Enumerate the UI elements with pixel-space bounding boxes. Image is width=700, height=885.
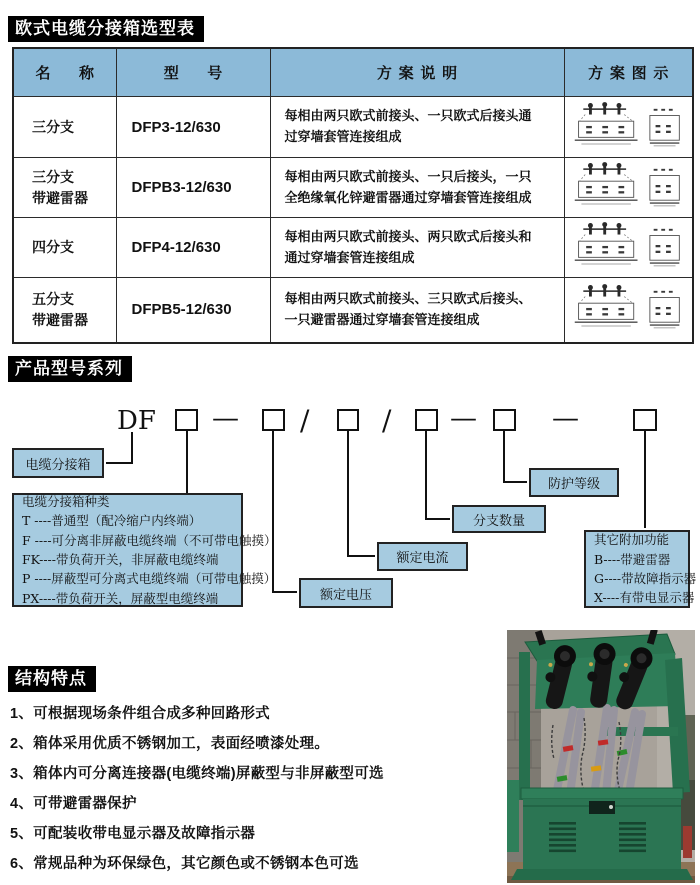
- table-row: [13, 158, 693, 218]
- col-header-name: 名 称: [13, 48, 116, 97]
- feature-item: 6、常规品种为环保绿色，其它颜色或不锈钢本色可选: [10, 856, 359, 872]
- cabinet-lower-box: [511, 788, 693, 880]
- feature-item: 2、箱体采用优质不锈钢加工，表面经喷漆处理。: [10, 736, 330, 752]
- product-description: 每相由两只欧式前接头、三只欧式后接头、一只避雷器通过穿墙套管连接组成: [270, 278, 564, 343]
- separator-dash: —: [212, 403, 239, 434]
- scheme-diagram: [564, 97, 693, 158]
- type-list-title: 电缆分接箱种类: [22, 493, 110, 509]
- table-row: [13, 218, 693, 278]
- scheme-diagram-thumbnail: [570, 100, 686, 150]
- extra-item: G----带故障指示器: [594, 571, 697, 586]
- product-description: 每相由两只欧式前接头、一只欧式后接头通过穿墙套管连接组成: [270, 97, 564, 158]
- scheme-diagram: [564, 278, 693, 343]
- separator-dash: —: [552, 403, 579, 434]
- table-header-row: [13, 48, 693, 97]
- product-model: DFP3-12/630: [116, 97, 270, 158]
- code-box-5: [494, 410, 515, 430]
- scheme-diagram-thumbnail: [570, 220, 686, 270]
- features-list: [10, 699, 510, 879]
- scheme-diagram: [564, 218, 693, 278]
- selection-table-title: 欧式电缆分接箱选型表: [8, 16, 204, 42]
- extra-title: 其它附加功能: [594, 532, 670, 548]
- table-row: [13, 278, 693, 343]
- separator-slash: /: [300, 404, 310, 437]
- features-title: 结构特点: [8, 666, 96, 692]
- connector-line: [273, 430, 297, 592]
- label-extra-functions: [584, 530, 697, 608]
- label-rated-voltage: 额定电压: [299, 578, 393, 608]
- connector-line: [348, 430, 375, 556]
- extra-item: X----有带电显示器: [594, 590, 695, 606]
- product-name: 四分支: [13, 218, 116, 278]
- type-list-item: F ----可分离非屏蔽电缆终端（不可带电触摸）: [22, 532, 277, 548]
- selection-table: [12, 47, 694, 344]
- code-box-4: [416, 410, 437, 430]
- scheme-diagram: [564, 158, 693, 218]
- col-header-description: 方案说明: [270, 48, 564, 97]
- feature-item: 3、箱体内可分离连接器(电缆终端)屏蔽型与非屏蔽型可选: [10, 766, 384, 782]
- product-name: 三分支: [13, 97, 116, 158]
- feature-item: 4、可带避雷器保护: [10, 796, 137, 812]
- model-prefix: DF: [117, 406, 156, 436]
- type-list-item: PX----带负荷开关，屏蔽型电缆终端: [22, 590, 219, 606]
- scheme-diagram-thumbnail: [570, 282, 686, 332]
- type-list-item: T ----普通型（配冷缩户内终端）: [22, 513, 202, 529]
- feature-item: 1、可根据现场条件组合成多种回路形式: [10, 706, 270, 722]
- table-row: [13, 97, 693, 158]
- connector-line: [106, 432, 132, 463]
- separator-slash: /: [382, 404, 392, 437]
- separator-dash: —: [450, 403, 477, 434]
- type-list-item: P ----屏蔽型可分离式电缆终端（可带电触摸）: [22, 571, 277, 587]
- background-extinguisher: [683, 826, 692, 858]
- code-box-3: [338, 410, 358, 430]
- product-model: DFPB3-12/630: [116, 158, 270, 218]
- product-model: DFP4-12/630: [116, 218, 270, 278]
- product-description: 每相由两只欧式前接头、两只欧式后接头和通过穿墙套管连接组成: [270, 218, 564, 278]
- product-name: 五分支 带避雷器: [13, 278, 116, 343]
- col-header-model: 型 号: [116, 48, 270, 97]
- model-series-title: 产品型号系列: [8, 356, 132, 382]
- product-model: DFPB5-12/630: [116, 278, 270, 343]
- product-name: 三分支 带避雷器: [13, 158, 116, 218]
- extra-item: B----带避雷器: [594, 551, 671, 567]
- product-description: 每相由两只欧式前接头、一只后接头，一只全绝缘氧化锌避雷器通过穿墙套管连接组成: [270, 158, 564, 218]
- connector-line: [426, 430, 450, 519]
- scheme-diagram-thumbnail: [570, 160, 686, 210]
- col-header-diagram: 方案图示: [564, 48, 693, 97]
- label-protection-level: 防护等级: [529, 468, 619, 497]
- feature-item: 5、可配装收带电显示器及故障指示器: [10, 826, 256, 842]
- code-box-6: [634, 410, 656, 430]
- label-rated-current: 额定电流: [377, 542, 468, 571]
- type-list-item: FK----带负荷开关，非屏蔽电缆终端: [22, 552, 219, 567]
- connector-line: [504, 430, 527, 482]
- label-cable-branch-box: 电缆分接箱: [12, 448, 104, 478]
- code-box-2: [263, 410, 284, 430]
- product-photo: [507, 630, 695, 883]
- label-box-type-list: [12, 493, 277, 607]
- code-box-1: [176, 410, 197, 430]
- label-branch-count: 分支数量: [452, 505, 546, 533]
